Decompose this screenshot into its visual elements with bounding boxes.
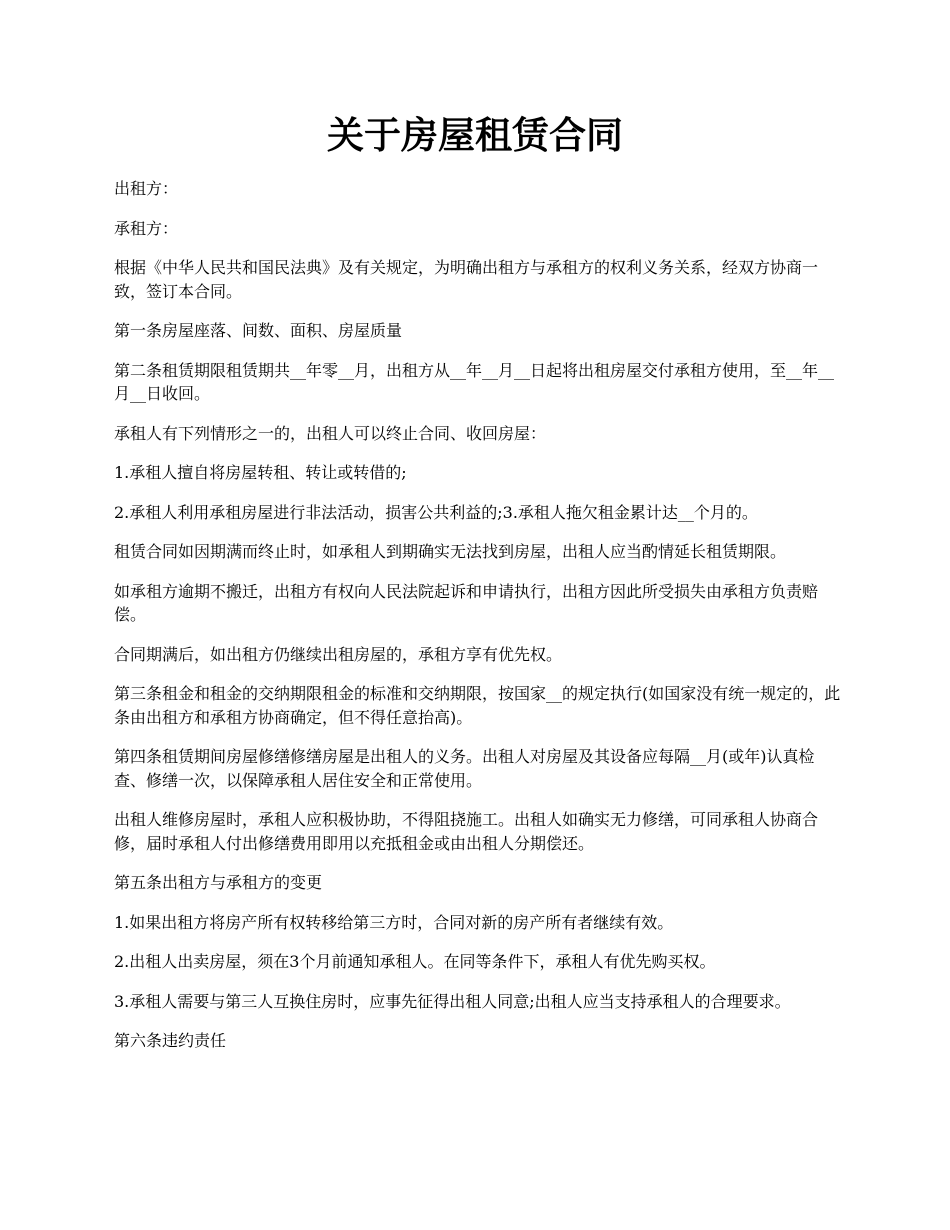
termination-intro-paragraph: 承租人有下列情形之一的，出租人可以终止合同、收回房屋： <box>114 423 547 443</box>
change-item-1: 1.如果出租方将房产所有权转移给第三方时，合同对新的房产所有者继续有效。 <box>114 912 674 932</box>
article-2-paragraph: 第二条租赁期限租赁期共__年零__月，出租方从__年__月__日起将出租房屋交付承租方使用，至__年__月__日收回。 <box>114 360 835 403</box>
termination-item-2-3: 2.承租人利用承租房屋进行非法活动，损害公共利益的;3.承租人拖欠租金累计达__个月的。 <box>114 502 758 522</box>
lessor-line: 出租方： <box>114 179 179 198</box>
repair-cooperation-paragraph: 出租人维修房屋时，承租人应积极协助，不得阻挠施工。出租人如确实无力修缮，可同承租人协商合修，届时承租人付出修缮费用即用以充抵租金或由出租人分期偿还。 <box>114 810 819 853</box>
expiry-extension-paragraph: 租赁合同如因期满而终止时，如承租人到期确实无法找到房屋，出租人应当酌情延长租赁期限。 <box>114 542 787 561</box>
lessee-line: 承租方： <box>114 218 179 238</box>
change-item-3: 3.承租人需要与第三人互换住房时，应事先征得出租人同意;出租人应当支持承租人的合理要求。 <box>114 991 791 1011</box>
article-1-heading: 第一条房屋座落、间数、面积、房屋质量 <box>114 321 403 340</box>
termination-item-1: 1.承租人擅自将房屋转租、转让或转借的; <box>114 463 407 482</box>
document-title: 关于房屋租赁合同 <box>327 113 623 157</box>
change-item-2: 2.出租人出卖房屋，须在3个月前通知承租人。在同等条件下，承租人有优先购买权。 <box>114 952 716 971</box>
preamble-paragraph: 根据《中华人民共和国民法典》及有关规定，为明确出租方与承租方的权利义务关系，经双方协商一致，签订本合同。 <box>114 258 819 301</box>
document-body <box>114 177 844 1069</box>
article-4-paragraph: 第四条租赁期间房屋修缮修缮房屋是出租人的义务。出租人对房屋及其设备应每隔__月(或年)认真检查、修缮一次，以保障承租人居住安全和正常使用。 <box>114 747 815 790</box>
article-3-paragraph: 第三条租金和租金的交纳期限租金的标准和交纳期限，按国家__的规定执行(如国家没有统一规定的，此条由出租方和承租方协商确定，但不得任意抬高)。 <box>114 684 841 727</box>
priority-right-paragraph: 合同期满后，如出租方仍继续出租房屋的，承租方享有优先权。 <box>114 644 563 664</box>
article-6-heading: 第六条违约责任 <box>114 1031 227 1050</box>
article-5-heading: 第五条出租方与承租方的变更 <box>114 873 323 892</box>
overdue-relocation-paragraph: 如承租方逾期不搬迁，出租方有权向人民法院起诉和申请执行，出租方因此所受损失由承租方负责赔偿。 <box>114 581 819 624</box>
